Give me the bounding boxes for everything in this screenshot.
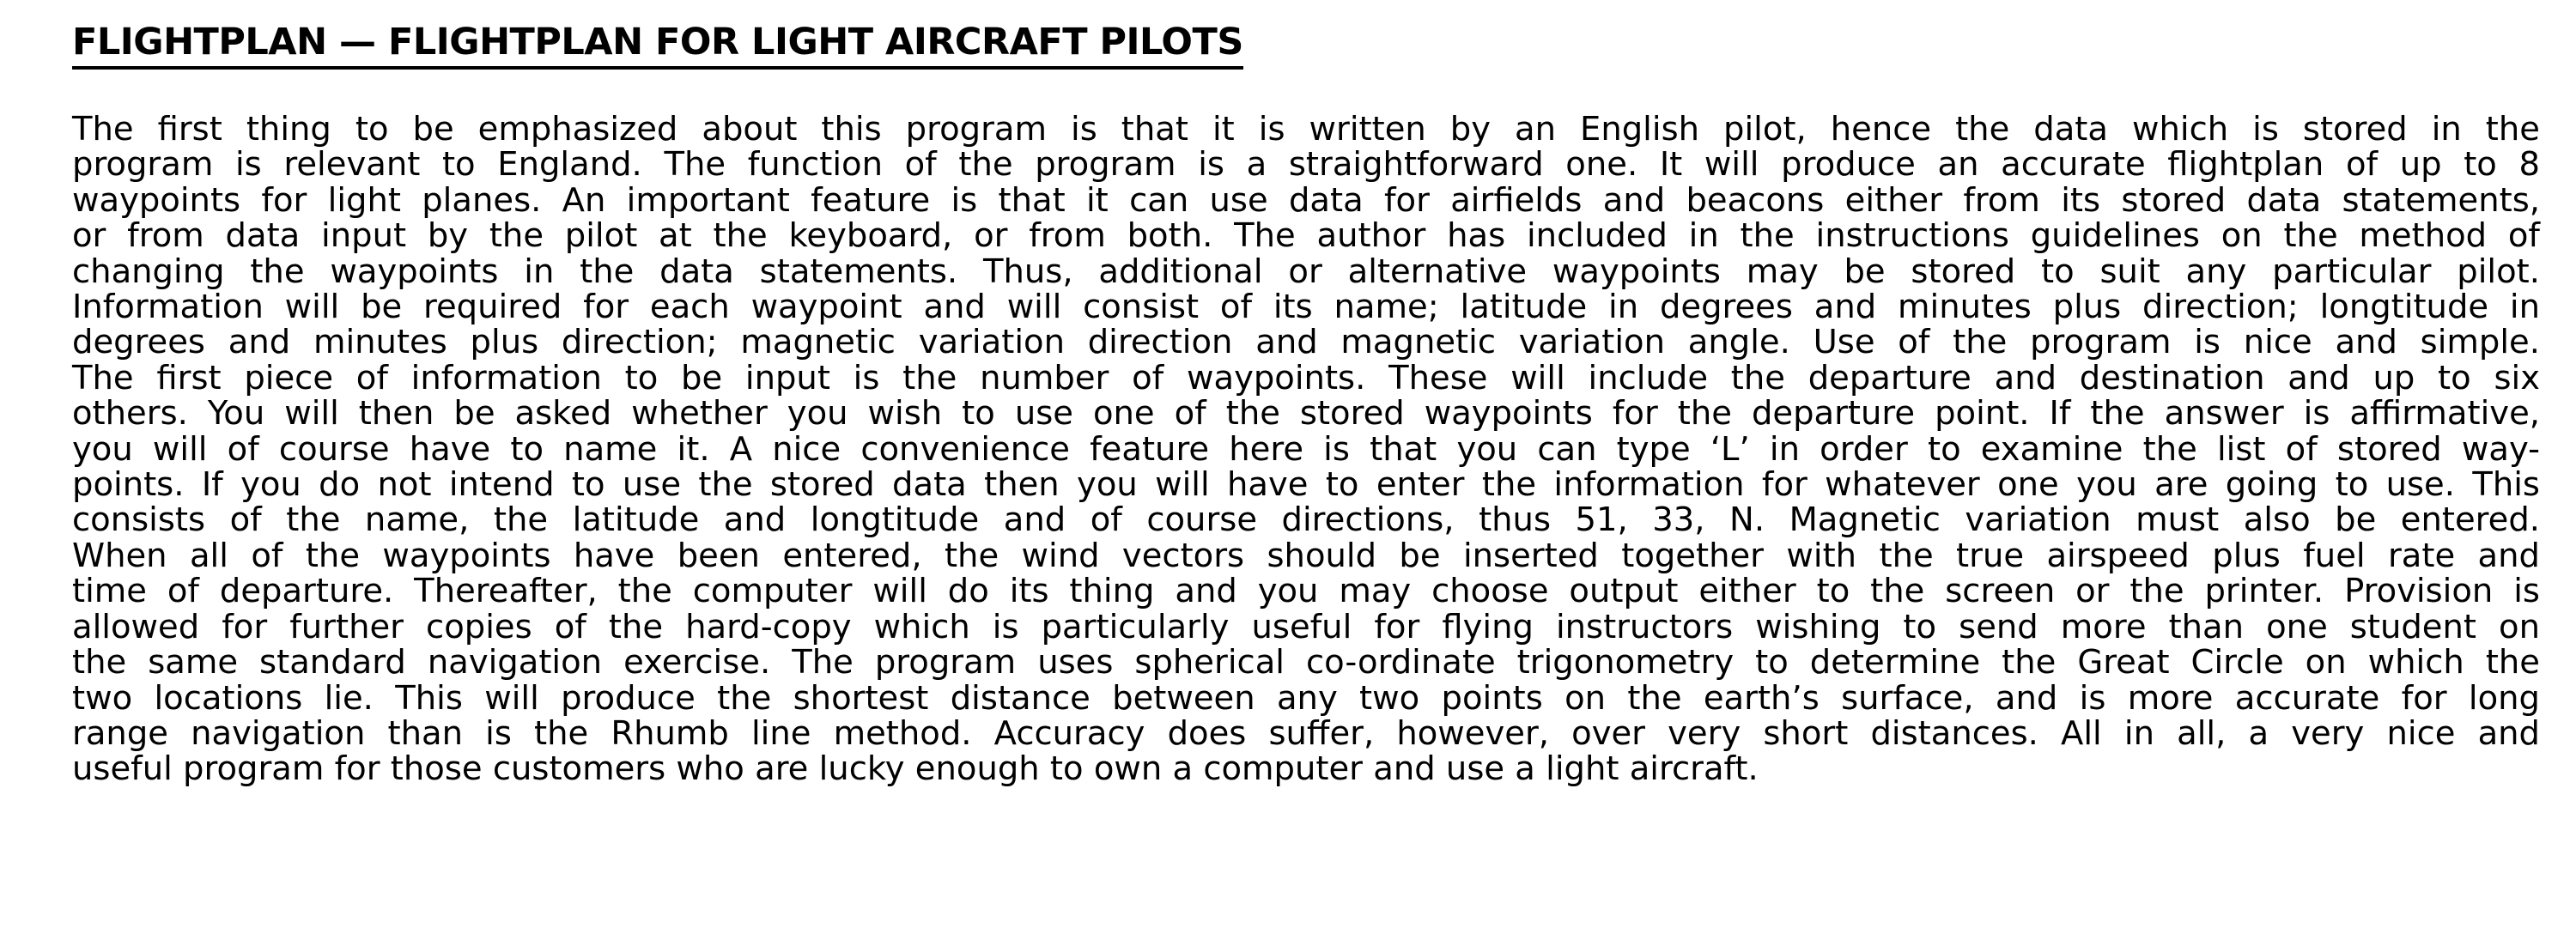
body-line-3: waypoints for light planes. An important feature is that it can use data for airfields and beacons either from its stored data statements, <box>72 180 2540 220</box>
body-line-6: Information will be required for each waypoint and will consist of its name; latitude in degrees and minutes plus direction; longtitude in <box>72 288 2540 327</box>
body-line-11: points. If you do not intend to use the stored data then you will have to enter the information for whatever one you are going to use. This <box>72 465 2540 505</box>
body-line-9: others. You will then be asked whether you wish to use one of the stored waypoints for the departure point. If the answer is affirmative, <box>72 394 2540 434</box>
body-line-5: changing the waypoints in the data statements. Thus, additional or alternative waypoints may be stored to suit any particular pilot. <box>72 252 2540 291</box>
body-line-7: degrees and minutes plus direction; magnetic variation direction and magnetic variation angle. Use of the program is nice and simple. <box>72 323 2540 362</box>
article <box>72 19 2540 787</box>
article-body <box>72 112 2540 787</box>
body-line-18: range navigation than is the Rhumb line method. Accuracy does suffer, however, over very short distances. All in all, a very nice and <box>72 713 2540 753</box>
body-line-8: The first piece of information to be input is the number of waypoints. These will include the departure and destination and up to six <box>72 358 2540 397</box>
body-line-17: two locations lie. This will produce the shortest distance between any two points on the earth’s surface, and is more accurate for long <box>72 678 2540 718</box>
body-line-16: the same standard navigation exercise. The program uses spherical co-ordinate trigonometry to determine the Great Circle on which the <box>72 643 2540 682</box>
body-line-15: allowed for further copies of the hard-copy which is particularly useful for flying instructors wishing to send more than one student on <box>72 607 2540 646</box>
body-line-4: or from data input by the pilot at the keyboard, or from both. The author has included in the instructions guidelines on the method of <box>72 216 2540 256</box>
article-heading: FLIGHTPLAN — FLIGHTPLAN FOR LIGHT AIRCRAFT PILOTS <box>72 19 1243 70</box>
body-line-12: consists of the name, the latitude and longtitude and of course directions, thus 51, 33, N. Magnetic variation must also be entered. <box>72 500 2540 540</box>
body-line-2: program is relevant to England. The function of the program is a straightforward one. It will produce an accurate flightplan of up to 8 <box>72 145 2540 185</box>
body-line-10: you will of course have to name it. A nice convenience feature here is that you can type ‘L’ in order to examine the list of stored way- <box>72 429 2540 469</box>
body-line-19: useful program for those customers who are lucky enough to own a computer and use a light aircraft. <box>72 749 1759 789</box>
body-line-14: time of departure. Thereafter, the computer will do its thing and you may choose output either to the screen or the printer. Provision is <box>72 572 2540 611</box>
body-line-13: When all of the waypoints have been entered, the wind vectors should be inserted together with the true airspeed plus fuel rate and <box>72 536 2540 575</box>
body-line-1: The first thing to be emphasized about this program is that it is written by an English pilot, hence the data which is stored in the <box>72 110 2540 149</box>
